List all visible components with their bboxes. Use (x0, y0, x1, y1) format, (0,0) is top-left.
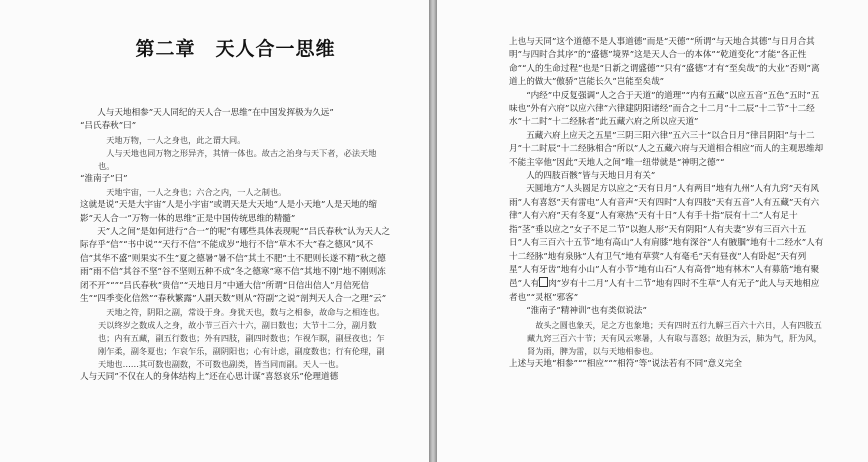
chapter-title: 第二章 天人合一思维 (135, 38, 336, 60)
paragraph: 天”人之间”是如何进行“合一”的呢”有哪些具体表现呢”“吕氏春秋”认为天人之际存乎“信”“书中说”“天行不信”不能成岁”地行不信”草木不大”春之德风”风不信”其华不盛”则果实不生”夏之德暑”暑不信”其土不肥”土不肥则长遂不精”秋之德雨”雨不信”其谷不坚”谷不坚则五种不成”冬之德寒”寒不信”其地不刚”地不刚则冻闭不开”“”“吕氏春秋”贵信”“天地日月”中通大信”所谓“日信出信人”月信死信生”“四季变化信然”“春秋繁露”人副天数”则从“符副”之说”剖判天人合一之理”云” (80, 227, 391, 305)
paragraph: 上也与天同”这个道德不是人事道德”而是“天德”“所谓“与天地合其德”与日月合其明”与四时合其序”的“盛德”境界”这是天人合一的本体”“乾道变化”才能“各正性命”“人的生命过程”也是“日新之谓盛德”“只有“盛德”才有“至矣哉”的大业”否则”离道上的做大”傲骄”岂能长久”岂能至矣哉” (509, 37, 820, 88)
paragraph: 五藏六府上应天之五星”三阴三阳六律”五六三十”以合日月”律吕阴阳”与十二月”十二时辰”十二经脉相合”所以”人之五藏六府与天道相合相应”而人的主观思维却不能主宰他”因此”天地人之间”唯一纽带就是“神明之德”“ (509, 130, 824, 168)
right-page (437, 0, 868, 462)
paragraph: 人与天地相参”天人同纪的天人合一思维”在中国发挥极为久远” (97, 108, 334, 118)
paragraph: 上述与天地“相参”“”相应”“”相符”等”说法若有不同”意义完全 (509, 358, 742, 369)
book-gutter (429, 0, 437, 462)
missing-glyph-box (539, 277, 548, 287)
left-page (0, 0, 429, 462)
paragraph: “淮南子”精神训”也有类似说法” (526, 306, 647, 317)
source-label: “吕氏春秋”曰” (80, 121, 137, 132)
block-quote: 天地宇宙，一人之身也；六合之内，一人之制也。 (106, 187, 287, 198)
source-label: “淮南子”曰” (80, 173, 128, 184)
block-quote: 故头之圆也象天，足之方也象地；天有四时五行九解三百六十六日，人有四肢五藏九窍三百六十节；天有风云寒暑，人有取与喜怒；故胆为云，肺为气，肝为风，肾为雨，脾为雷，以与天地相参也。 (527, 319, 822, 356)
paragraph: 人的四肢百骸”皆与天地日月有关” (526, 171, 656, 182)
block-quote: 天地万物，一人之身也，此之谓大同。 (106, 134, 246, 145)
paragraph: 人与天同”不仅在人的身体结构上”还在心思计谋”喜怒哀乐”伦理道德 (80, 372, 339, 383)
paragraph-text: 肉”岁有十二月”人有十二节”地有四时不生草”人有无子”此人与天地相应者也”“灵枢”邪客” (509, 279, 820, 303)
paragraph: “内经”中反复强调“人之合于天道”的道理”“内有五藏”以应五音”五色”五时”五味也”外有六府”以应六律”六律建阴阳诸经”而合之十二月”十二辰”十二节”十二经水”十二时”十二经脉者”此五藏六府之所以应天道” (509, 90, 820, 128)
paragraph (509, 183, 824, 305)
paragraph-text: 天圆地方”人头圆足方以应之”天有日月”人有两目”地有九州”人有九窍”天有风雨”人有喜怒”天有雷电”人有音声”天有四时”人有四肢”天有五音”人有五藏”天有六律”人有六府”天有冬夏”人有寒热”天有十日”人有手十指”辰有十二”人有足十指”茎”垂以应之”女子不足二节”以抱人形”天有阴阳”人有夫妻”岁有三百六十五日”人有三百六十五节”地有高山”人有肩膝”地有深谷”人有腋腘”地有十二经水”人有十二经脉”地有泉脉”人有卫气”地有草蓂”人有毫毛”天有昼夜”人有卧起”天有列星”人有牙齿”地有小山”人有小节”地有山石”人有高骨”地有林木”人有募筋”地有聚邑”人有 (509, 184, 824, 290)
block-quote: 天地之符，阴阳之副，常设于身。身犹天也，数与之相参，故命与之相连也。天以终岁之数成人之身，故小节三百六十六，副日数也；大节十二分，副月数也；内有五藏，副五行数也；外有四肢，副四时数也；乍视乍瞑，副昼夜也；乍刚乍柔，副冬夏也；乍哀乍乐，副阴阳也；心有计虑，副度数也；行有伦理，副天地也……其可数也副数，不可数也副类，皆当同而副。天人一也。 (98, 307, 385, 370)
block-quote: 人与天地也同万物之形异齐，其情一体也。故古之治身与天下者，必法天地也。 (98, 147, 377, 171)
paragraph: 这就是说”天是大宇宙”人是小宇宙”或谓天是大天地”人是小天地”人是天地的缩影”天人合一”万物一体的思维”正是中国传统思维的精髓” (80, 200, 377, 224)
